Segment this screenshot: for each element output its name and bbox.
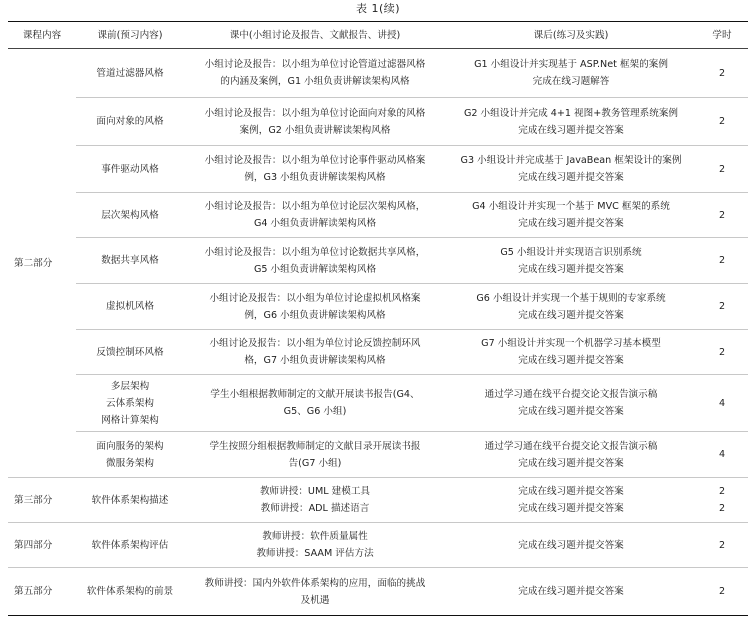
table-row (8, 238, 748, 284)
part-label: 第二部分 (8, 49, 76, 478)
part-label: 第五部分 (8, 568, 76, 616)
table-row (8, 375, 748, 432)
before-cell: 软件体系架构描述 (76, 478, 184, 523)
table-row (8, 49, 748, 98)
after-cell: 完成在线习题并提交答案 (446, 523, 696, 568)
header-row (8, 22, 748, 49)
during-cell: 小组讨论及报告：以小组为单位讨论虚拟机风格案 例，G6 小组负责讲解读架构风格 (184, 284, 446, 330)
table-row (8, 330, 748, 375)
table-row (8, 432, 748, 478)
after-cell: G4 小组设计并实现一个基于 MVC 框架的系统 完成在线习题并提交答案 (446, 193, 696, 238)
during-cell: 小组讨论及报告：以小组为单位讨论层次架构风格， G4 小组负责讲解读架构风格 (184, 193, 446, 238)
during-cell: 教师讲授：软件质量属性 教师讲授：SAAM 评估方法 (184, 523, 446, 568)
table-row (8, 568, 748, 616)
table-row (8, 284, 748, 330)
hours-cell: 2 (696, 98, 748, 146)
header-after-class: 课后(练习及实践) (446, 22, 696, 49)
hours-cell: 2 2 (696, 478, 748, 523)
table-row (8, 98, 748, 146)
before-cell: 面向对象的风格 (76, 98, 184, 146)
header-content: 课程内容 (8, 22, 76, 49)
before-cell: 软件体系架构评估 (76, 523, 184, 568)
part-label: 第四部分 (8, 523, 76, 568)
during-cell: 学生按照分组根据教师制定的文献目录开展读书报 告(G7 小组) (184, 432, 446, 478)
after-cell: G3 小组设计并完成基于 JavaBean 框架设计的案例 完成在线习题并提交答案 (446, 146, 696, 193)
during-cell: 小组讨论及报告：以小组为单位讨论数据共享风格， G5 小组负责讲解读架构风格 (184, 238, 446, 284)
before-cell: 事件驱动风格 (76, 146, 184, 193)
hours-cell: 4 (696, 375, 748, 432)
after-cell: 通过学习通在线平台提交论文报告演示稿 完成在线习题并提交答案 (446, 432, 696, 478)
before-cell: 虚拟机风格 (76, 284, 184, 330)
hours-cell: 2 (696, 193, 748, 238)
during-cell: 教师讲授：UML 建模工具 教师讲授：ADL 描述语言 (184, 478, 446, 523)
before-cell: 多层架构 云体系架构 网格计算架构 (76, 375, 184, 432)
course-schedule-table (8, 21, 748, 616)
header-before-class: 课前(预习内容) (76, 22, 184, 49)
during-cell: 小组讨论及报告：以小组为单位讨论反馈控制环风 格，G7 小组负责讲解读架构风格 (184, 330, 446, 375)
before-cell: 数据共享风格 (76, 238, 184, 284)
after-cell: 通过学习通在线平台提交论文报告演示稿 完成在线习题并提交答案 (446, 375, 696, 432)
hours-cell: 2 (696, 49, 748, 98)
table-row (8, 193, 748, 238)
during-cell: 小组讨论及报告：以小组为单位讨论面向对象的风格 案例，G2 小组负责讲解读架构风格 (184, 98, 446, 146)
before-cell: 反馈控制环风格 (76, 330, 184, 375)
after-cell: G7 小组设计并实现一个机器学习基本模型 完成在线习题并提交答案 (446, 330, 696, 375)
before-cell: 面向服务的架构 微服务架构 (76, 432, 184, 478)
part-label: 第三部分 (8, 478, 76, 523)
hours-cell: 2 (696, 284, 748, 330)
during-cell: 小组讨论及报告：以小组为单位讨论管道过滤器风格 的内涵及案例，G1 小组负责讲解读架构风格 (184, 49, 446, 98)
header-hours: 学时 (696, 22, 748, 49)
hours-cell: 4 (696, 432, 748, 478)
before-cell: 管道过滤器风格 (76, 49, 184, 98)
table-row (8, 523, 748, 568)
header-in-class: 课中(小组讨论及报告、文献报告、讲授) (184, 22, 446, 49)
after-cell: G6 小组设计并实现一个基于规则的专家系统 完成在线习题并提交答案 (446, 284, 696, 330)
after-cell: G1 小组设计并实现基于 ASP.Net 框架的案例 完成在线习题解答 (446, 49, 696, 98)
after-cell: G2 小组设计并完成 4+1 视图+教务管理系统案例 完成在线习题并提交答案 (446, 98, 696, 146)
after-cell: G5 小组设计并实现语言识别系统 完成在线习题并提交答案 (446, 238, 696, 284)
hours-cell: 2 (696, 568, 748, 616)
during-cell: 学生小组根据教师制定的文献开展读书报告(G4、 G5、G6 小组) (184, 375, 446, 432)
hours-cell: 2 (696, 330, 748, 375)
hours-cell: 2 (696, 238, 748, 284)
table-caption: 表 1(续) (355, 2, 401, 15)
during-cell: 小组讨论及报告：以小组为单位讨论事件驱动风格案 例，G3 小组负责讲解读架构风格 (184, 146, 446, 193)
hours-cell: 2 (696, 523, 748, 568)
after-cell: 完成在线习题并提交答案 完成在线习题并提交答案 (446, 478, 696, 523)
table-row (8, 146, 748, 193)
hours-cell: 2 (696, 146, 748, 193)
before-cell: 层次架构风格 (76, 193, 184, 238)
after-cell: 完成在线习题并提交答案 (446, 568, 696, 616)
table-row (8, 478, 748, 523)
before-cell: 软件体系架构的前景 (76, 568, 184, 616)
during-cell: 教师讲授：国内外软件体系架构的应用，面临的挑战 及机遇 (184, 568, 446, 616)
